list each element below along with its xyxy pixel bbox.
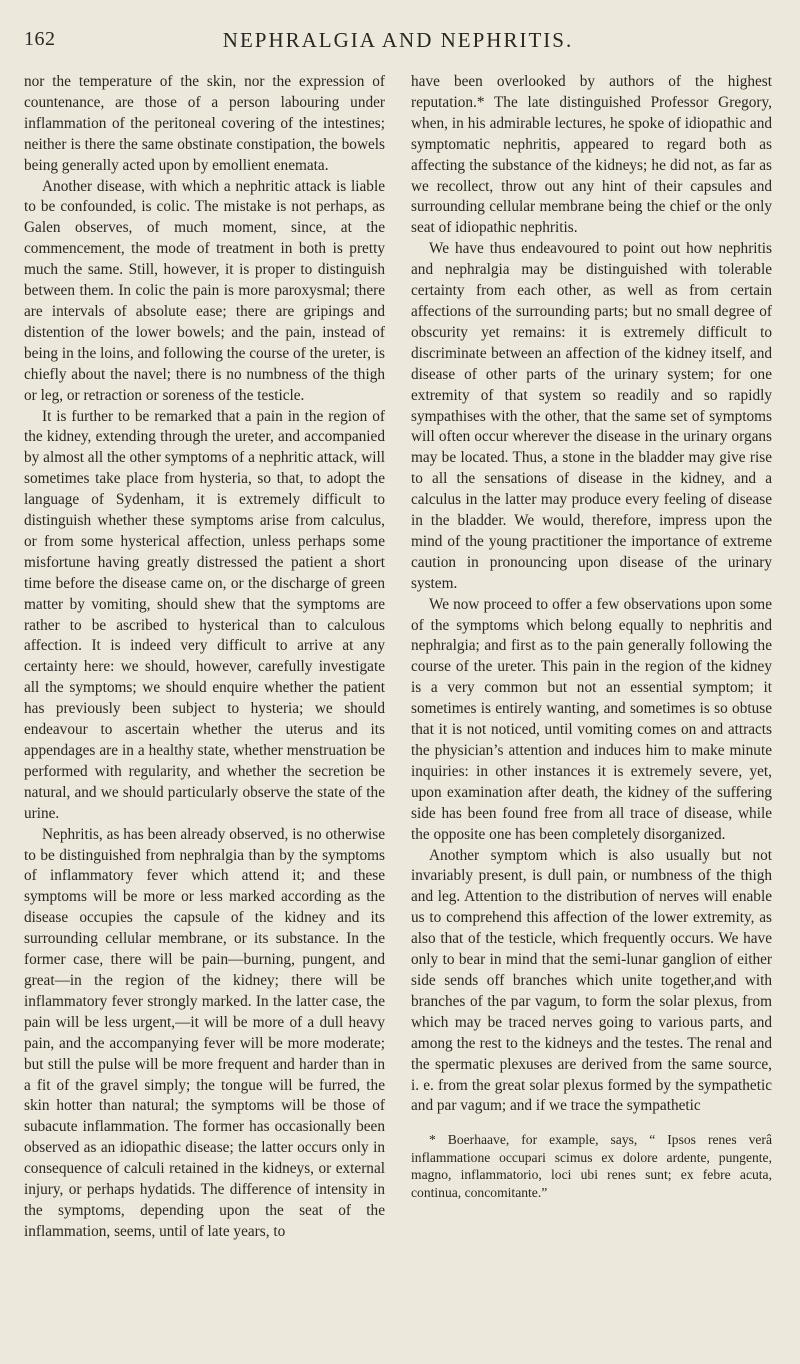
- paragraph: have been overlooked by authors of the highest reputation.* The late distinguished Professor Gregory, when, in his admirable lectures, he spoke of idiopathic and symptomatic nephritis, appeared to regard both as affecting the substance of the kidneys; he did not, as far as we recollect, throw out any hint of their capsules and surrounding cellular membrane being the chief or the only seat of idiopathic nephritis.: [411, 73, 772, 237]
- left-column: [24, 72, 385, 1243]
- paragraph: Another symptom which is also usually but not invariably present, is dull pain, or numbness of the thigh and leg. Attention to the distribution of nerves will enable us to comprehend this affection of the lower extremity, as also that of the testicle, which frequently occurs. We have only to bear in mind that the semi-lunar ganglion of either side sends off branches which unite together,and with branches of the par vagum, to form the solar plexus, from which may be traced nerves going to various parts, and among the rest to the kidneys and the testes. The renal and the spermatic plexuses are derived from the same source, i. e. from the great solar plexus formed by the sympathetic and par vagum; and if we trace the sympathetic: [411, 846, 772, 1115]
- page-header: [24, 20, 772, 60]
- paragraph: We have thus endeavoured to point out how nephritis and nephralgia may be distinguished with tolerable certainty from each other, as well as from certain affections of the surrounding parts; but no small degree of obscurity yet remains: it is extremely difficult to discriminate between an affection of the kidney itself, and disease of other parts of the urinary system; for one extremity of that system so readily and so rapidly sympathises with the other, that the same set of symptoms will often occur wherever the disease in the urinary organs may be located. Thus, a stone in the bladder may give rise to all the sensations of disease in the kidney, and a calculus in the latter may produce every feeling of disease in the bladder. We would, therefore, impress upon the mind of the young practitioner the importance of extreme caution in pronouncing upon disease of the urinary system.: [411, 240, 772, 592]
- running-head: NEPHRALGIA AND NEPHRITIS.: [222, 28, 574, 52]
- paragraph: It is further to be remarked that a pain in the region of the kidney, extending through the ureter, and accompanied by almost all the other symptoms of a nephritic attack, will sometimes take place from hysteria, so that, to adopt the language of Sydenham, it is extremely difficult to distinguish whether these symptoms arise from calculus, or from some hysterical affection, unless perhaps some misfortune having greatly distressed the patient a short time before the disease came on, or the discharge of green matter by vomiting, should shew that the symptoms are rather to be ascribed to hysterical than to calculous affection. It is indeed very difficult to arrive at any certainty here: we should, however, carefully investigate all the symptoms; we should enquire whether the patient has previously been subject to hysteria; we should endeavour to ascertain whether the uterus and its appendages are in a healthy state, whether menstruation be performed with regularity, and whether the secretion be natural, and we should particularly observe the state of the urine.: [24, 407, 385, 822]
- right-column: [411, 72, 772, 1243]
- paragraph: We now proceed to offer a few observations upon some of the symptoms which belong equally to nephritis and nephralgia; and first as to the pain generally following the course of the ureter. This pain in the region of the kidney is a very common but not an essential symptom; it sometimes is entirely wanting, and sometimes is so obtuse that it is not noticed, until vomiting comes on and attracts the physician’s attention and induces him to make minute inquiries: in other instances it is extremely severe, yet, upon examination after death, the kidney of the suffering side has been found free from all trace of disease, while the opposite one has been completely disorganized.: [411, 595, 772, 843]
- footnote: * Boerhaave, for example, says, “ Ipsos renes verâ inflammatione occupari scimus ex dolore ardente, pungente, magno, inflammatorio, loci ubi renes sunt; ex febre acuta, continua, concomitante.”: [411, 1132, 772, 1200]
- paragraph: nor the temperature of the skin, nor the expression of countenance, are those of a person labouring under inflammation of the peritoneal covering of the intestines; neither is there the same obstinate constipation, the bowels being generally acted upon by emollient enemata.: [24, 73, 385, 174]
- paragraph: Nephritis, as has been already observed, is no otherwise to be distinguished from nephralgia than by the symptoms of inflammatory fever which attend it; and these symptoms will be more or less marked according as the disease occupies the capsule of the kidney and its surrounding cellular membrane, or its substance. In the former case, there will be pain—burning, pungent, and great—in the region of the kidney; there will be inflammatory fever strongly marked. In the latter case, the pain will be less urgent,—it will be more of a dull heavy pain, and the accompanying fever will be more moderate; but still the pulse will be more frequent and harder than in a fit of the gravel simply; the tongue will be furred, the skin hotter than natural; the symptoms will be those of subacute inflammation. The former has occasionally been observed as an idiopathic disease; the latter occurs only in consequence of calculi retained in the kidneys, or external injury, or perhaps hydatids. The difference of intensity in the symptoms, depending upon the seat of the inflammation, seems, until of late years, to: [24, 825, 385, 1240]
- page-number: 162: [24, 28, 56, 50]
- text-columns: [24, 72, 772, 1243]
- paragraph: Another disease, with which a nephritic attack is liable to be confounded, is colic. The mistake is not perhaps, as Galen observes, of much moment, since, at the commencement, the mode of treatment in both is pretty much the same. Still, however, it is proper to distinguish between them. In colic the pain is more paroxysmal; there are intervals of absolute ease; there are gripings and distention of the lower bowels; and the pain, instead of being in the loins, and following the course of the ureter, is chiefly about the navel; there is no numbness of the thigh or leg, or retraction or soreness of the testicle.: [24, 177, 385, 404]
